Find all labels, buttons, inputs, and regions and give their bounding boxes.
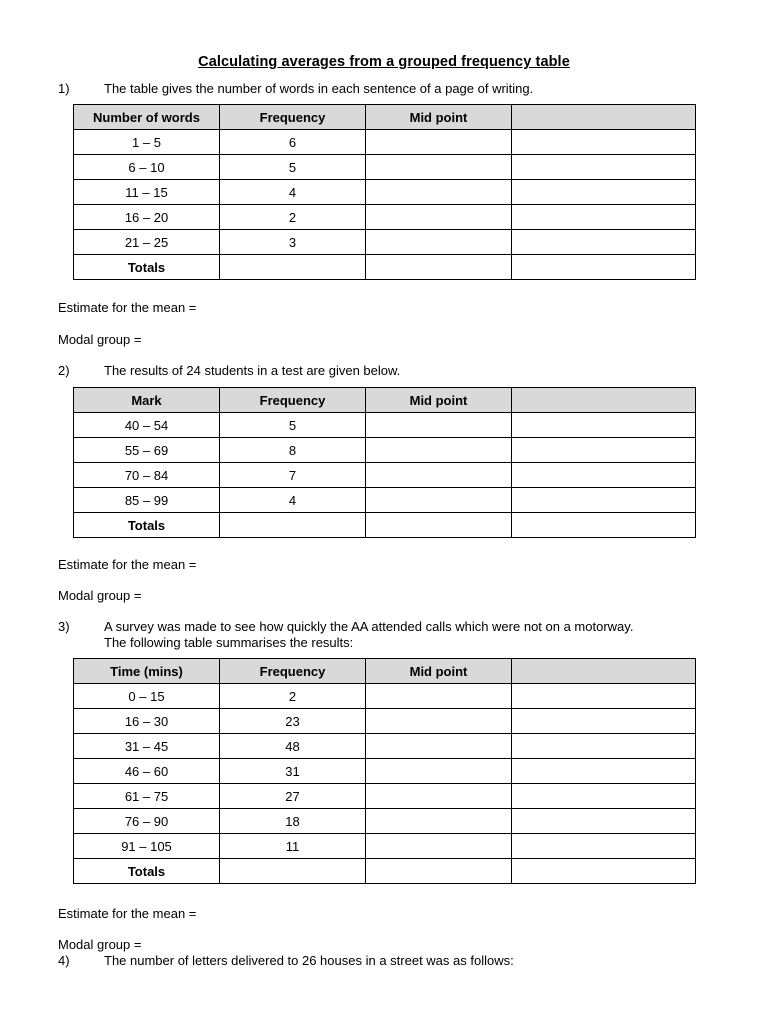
question-1-text: The table gives the number of words in each sentence of a page of writing. xyxy=(104,81,534,96)
table-row xyxy=(74,734,696,759)
table-row xyxy=(74,709,696,734)
table-row xyxy=(74,413,696,438)
total-frequency-cell[interactable] xyxy=(220,255,366,280)
blank-cell[interactable] xyxy=(512,834,696,859)
frequency-cell: 3 xyxy=(220,230,366,255)
blank-cell[interactable] xyxy=(512,759,696,784)
table-row xyxy=(74,180,696,205)
header-group: Mark xyxy=(74,388,220,413)
table-row xyxy=(74,438,696,463)
group-cell: 16 – 20 xyxy=(74,205,220,230)
header-midpoint: Mid point xyxy=(366,105,512,130)
blank-cell[interactable] xyxy=(512,684,696,709)
totals-row xyxy=(74,859,696,884)
question-2-modal-label: Modal group = xyxy=(58,588,142,603)
blank-cell[interactable] xyxy=(512,438,696,463)
blank-cell[interactable] xyxy=(512,155,696,180)
header-frequency: Frequency xyxy=(220,105,366,130)
frequency-cell: 2 xyxy=(220,205,366,230)
midpoint-cell[interactable] xyxy=(366,784,512,809)
frequency-cell: 8 xyxy=(220,438,366,463)
question-3-number: 3) xyxy=(58,619,70,634)
question-1-table xyxy=(73,104,696,280)
question-1-modal-label: Modal group = xyxy=(58,332,142,347)
table-row xyxy=(74,230,696,255)
blank-cell[interactable] xyxy=(512,463,696,488)
totals-label: Totals xyxy=(74,859,220,884)
frequency-cell: 23 xyxy=(220,709,366,734)
question-1-mean-label: Estimate for the mean = xyxy=(58,300,197,315)
frequency-cell: 31 xyxy=(220,759,366,784)
total-frequency-cell[interactable] xyxy=(220,859,366,884)
frequency-cell: 27 xyxy=(220,784,366,809)
group-cell: 85 – 99 xyxy=(74,488,220,513)
question-3-text-line-2: The following table summarises the results: xyxy=(104,635,354,650)
group-cell: 46 – 60 xyxy=(74,759,220,784)
blank-cell[interactable] xyxy=(512,413,696,438)
frequency-cell: 5 xyxy=(220,413,366,438)
blank-cell[interactable] xyxy=(512,488,696,513)
frequency-cell: 5 xyxy=(220,155,366,180)
frequency-cell: 48 xyxy=(220,734,366,759)
total-frequency-cell[interactable] xyxy=(220,513,366,538)
header-blank xyxy=(512,105,696,130)
total-blank-cell[interactable] xyxy=(512,859,696,884)
frequency-cell: 18 xyxy=(220,809,366,834)
header-midpoint: Mid point xyxy=(366,659,512,684)
question-2-number: 2) xyxy=(58,363,70,378)
table-header-row xyxy=(74,105,696,130)
frequency-cell: 11 xyxy=(220,834,366,859)
question-4-text: The number of letters delivered to 26 houses in a street was as follows: xyxy=(104,953,514,968)
blank-cell[interactable] xyxy=(512,809,696,834)
question-3-modal-label: Modal group = xyxy=(58,937,142,952)
question-3-table xyxy=(73,658,696,884)
midpoint-cell[interactable] xyxy=(366,155,512,180)
midpoint-cell[interactable] xyxy=(366,180,512,205)
blank-cell[interactable] xyxy=(512,180,696,205)
midpoint-cell[interactable] xyxy=(366,488,512,513)
question-1-number: 1) xyxy=(58,81,70,96)
blank-cell[interactable] xyxy=(512,734,696,759)
table-row xyxy=(74,784,696,809)
group-cell: 70 – 84 xyxy=(74,463,220,488)
totals-row xyxy=(74,255,696,280)
midpoint-cell[interactable] xyxy=(366,130,512,155)
frequency-cell: 2 xyxy=(220,684,366,709)
header-frequency: Frequency xyxy=(220,388,366,413)
question-3-mean-label: Estimate for the mean = xyxy=(58,906,197,921)
group-cell: 21 – 25 xyxy=(74,230,220,255)
header-blank xyxy=(512,659,696,684)
group-cell: 6 – 10 xyxy=(74,155,220,180)
table-row xyxy=(74,205,696,230)
midpoint-cell[interactable] xyxy=(366,809,512,834)
group-cell: 40 – 54 xyxy=(74,413,220,438)
group-cell: 0 – 15 xyxy=(74,684,220,709)
question-2-text: The results of 24 students in a test are given below. xyxy=(104,363,401,378)
header-midpoint: Mid point xyxy=(366,388,512,413)
midpoint-cell[interactable] xyxy=(366,413,512,438)
table-row xyxy=(74,155,696,180)
totals-row xyxy=(74,513,696,538)
totals-label: Totals xyxy=(74,255,220,280)
table-header-row xyxy=(74,388,696,413)
table-header-row xyxy=(74,659,696,684)
frequency-cell: 7 xyxy=(220,463,366,488)
group-cell: 31 – 45 xyxy=(74,734,220,759)
total-blank-cell[interactable] xyxy=(512,513,696,538)
group-cell: 1 – 5 xyxy=(74,130,220,155)
midpoint-cell[interactable] xyxy=(366,709,512,734)
worksheet-title: Calculating averages from a grouped frequency table xyxy=(198,54,570,70)
blank-cell[interactable] xyxy=(512,130,696,155)
frequency-cell: 4 xyxy=(220,180,366,205)
midpoint-cell[interactable] xyxy=(366,230,512,255)
group-cell: 61 – 75 xyxy=(74,784,220,809)
table-row xyxy=(74,130,696,155)
header-frequency: Frequency xyxy=(220,659,366,684)
total-blank-cell[interactable] xyxy=(512,255,696,280)
midpoint-cell[interactable] xyxy=(366,759,512,784)
question-2-table xyxy=(73,387,696,538)
totals-label: Totals xyxy=(74,513,220,538)
blank-cell[interactable] xyxy=(512,205,696,230)
group-cell: 76 – 90 xyxy=(74,809,220,834)
total-midpoint-cell[interactable] xyxy=(366,255,512,280)
midpoint-cell[interactable] xyxy=(366,684,512,709)
group-cell: 11 – 15 xyxy=(74,180,220,205)
frequency-cell: 6 xyxy=(220,130,366,155)
table-row xyxy=(74,834,696,859)
question-3-text: A survey was made to see how quickly the AA attended calls which were not on a motorway. xyxy=(104,619,634,634)
blank-cell[interactable] xyxy=(512,784,696,809)
total-midpoint-cell[interactable] xyxy=(366,859,512,884)
midpoint-cell[interactable] xyxy=(366,463,512,488)
total-midpoint-cell[interactable] xyxy=(366,513,512,538)
question-4-number: 4) xyxy=(58,953,70,968)
midpoint-cell[interactable] xyxy=(366,205,512,230)
header-group: Time (mins) xyxy=(74,659,220,684)
table-row xyxy=(74,759,696,784)
group-cell: 55 – 69 xyxy=(74,438,220,463)
blank-cell[interactable] xyxy=(512,709,696,734)
midpoint-cell[interactable] xyxy=(366,834,512,859)
blank-cell[interactable] xyxy=(512,230,696,255)
header-blank xyxy=(512,388,696,413)
header-group: Number of words xyxy=(74,105,220,130)
group-cell: 91 – 105 xyxy=(74,834,220,859)
table-row xyxy=(74,488,696,513)
table-row xyxy=(74,684,696,709)
table-row xyxy=(74,809,696,834)
midpoint-cell[interactable] xyxy=(366,734,512,759)
table-row xyxy=(74,463,696,488)
group-cell: 16 – 30 xyxy=(74,709,220,734)
midpoint-cell[interactable] xyxy=(366,438,512,463)
question-2-mean-label: Estimate for the mean = xyxy=(58,557,197,572)
frequency-cell: 4 xyxy=(220,488,366,513)
